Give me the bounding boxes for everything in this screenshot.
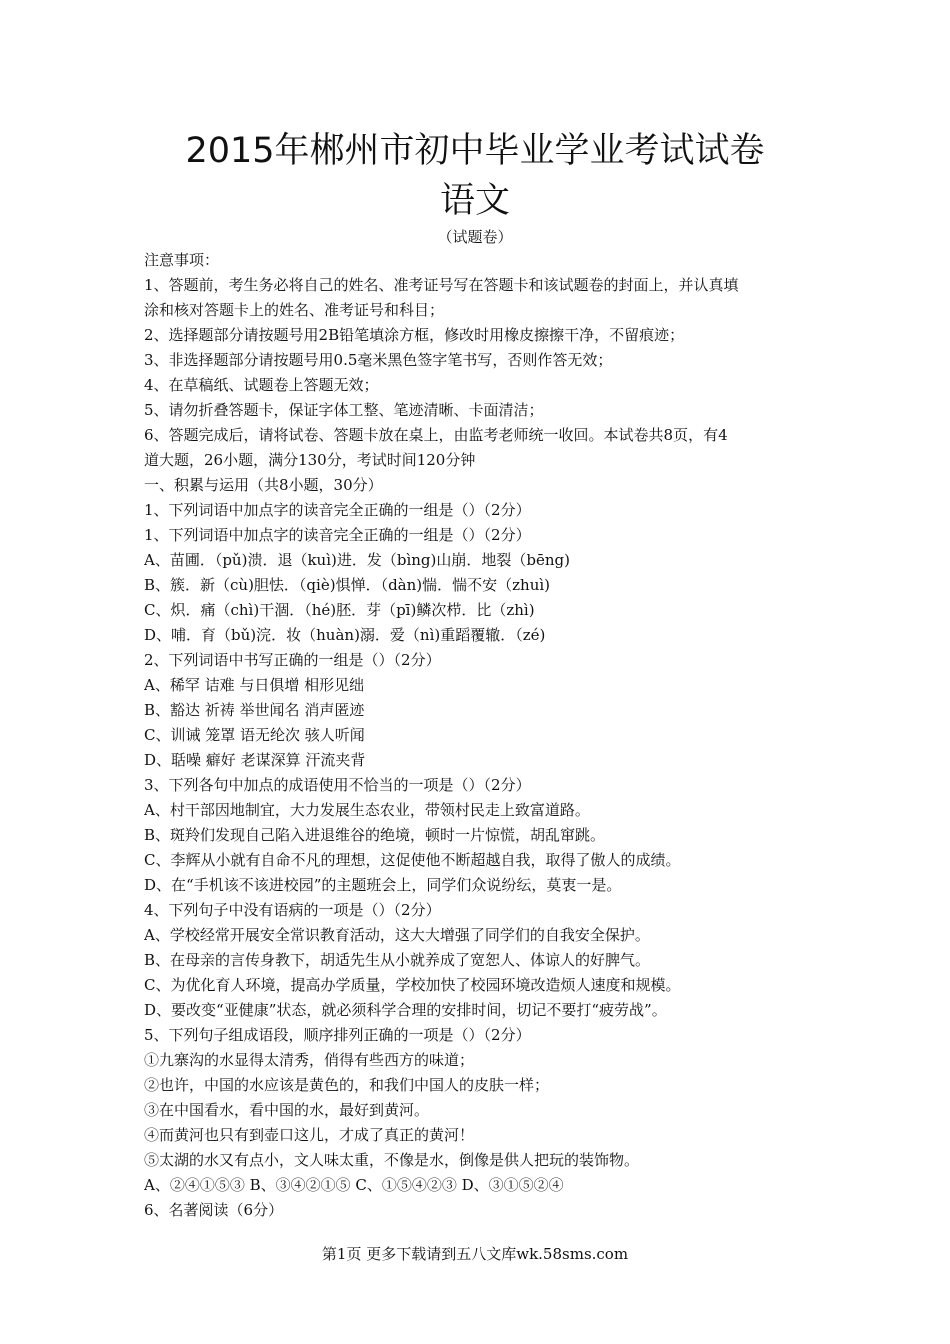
text-line: B、簇．新（cù)胆怯．（qiè)惧惮．（dàn)惴．惴不安（zhuì) — [144, 576, 550, 594]
text-line: C、炽．痛（chì)干涸．（hé)胚．芽（pī)鳞次栉．比（zhì) — [144, 601, 535, 619]
text-line: D、在“手机该不该进校园”的主题班会上，同学们众说纷纭，莫衷一是。 — [144, 876, 622, 894]
text-line: ④而黄河也只有到壶口这儿，才成了真正的黄河！ — [144, 1126, 475, 1144]
text-line: ⑤太湖的水又有点小，文人味太重，不像是水，倒像是供人把玩的装饰物。 — [144, 1151, 640, 1169]
text-line: 2、下列词语中书写正确的一组是（）（2分） — [144, 651, 441, 669]
text-line: 3、下列各句中加点的成语使用不恰当的一项是（）（2分） — [144, 776, 531, 794]
text-line: C、为优化育人环境，提高办学质量，学校加快了校园环境改造烦人速度和规模。 — [144, 976, 681, 994]
text-line: C、李辉从小就有自命不凡的理想，这促使他不断超越自我，取得了傲人的成绩。 — [144, 851, 681, 869]
text-line: A、村干部因地制宜，大力发展生态农业，带领村民走上致富道路。 — [144, 801, 590, 819]
page-footer: 第1页 更多下载请到五八文库wk.58sms.com — [321, 1245, 629, 1263]
text-line: ③在中国看水，看中国的水，最好到黄河。 — [144, 1101, 430, 1119]
text-line: 1、答题前，考生务必将自己的姓名、准考证号写在答题卡和该试题卷的封面上，并认真填 — [144, 276, 739, 294]
text-line: ②也许，中国的水应该是黄色的，和我们中国人的皮肤一样； — [144, 1076, 550, 1094]
text-line: 一、积累与运用（共8小题，30分） — [144, 476, 383, 494]
text-line: D、要改变“亚健康”状态，就必须科学合理的安排时间，切记不要打“疲劳战”。 — [144, 1001, 667, 1019]
document-body — [144, 248, 814, 1223]
document-subtitle: （试题卷） — [437, 228, 513, 246]
text-line: 5、下列句子组成语段，顺序排列正确的一项是（）（2分） — [144, 1026, 531, 1044]
text-line: 1、下列词语中加点字的读音完全正确的一组是（）（2分） — [144, 501, 531, 519]
text-line: 涂和核对答题卡上的姓名、准考证号和科目； — [144, 301, 445, 319]
text-line: 1、下列词语中加点字的读音完全正确的一组是（）（2分） — [144, 526, 531, 544]
text-line: 注意事项： — [144, 251, 220, 269]
subject-title: 语文 — [439, 181, 510, 221]
text-line: A、②④①⑤③ B、③④②①⑤ C、①⑤④②③ D、③①⑤②④ — [144, 1176, 564, 1194]
text-line: A、苗圃．（pǔ)溃．退（kuì)进．发（bìng)山崩．地裂（bēng) — [144, 551, 570, 569]
text-line: B、豁达 祈祷 举世闻名 消声匿迹 — [144, 701, 365, 719]
text-line: 道大题，26小题，满分130分，考试时间120分钟 — [144, 451, 476, 469]
text-line: 2、选择题部分请按题号用2B铅笔填涂方框，修改时用橡皮擦擦干净，不留痕迹； — [144, 326, 685, 344]
text-line: D、哺．育（bǔ)浣．妆（huàn)溺．爱（nì)重蹈覆辙．（zé) — [144, 626, 546, 644]
text-line: ①九寨沟的水显得太清秀，俏得有些西方的味道； — [144, 1051, 475, 1069]
text-line: 4、下列句子中没有语病的一项是（）（2分） — [144, 901, 441, 919]
text-line: B、斑羚们发现自己陷入进退维谷的绝境，顿时一片惊慌，胡乱窜跳。 — [144, 826, 606, 844]
text-line: 6、答题完成后，请将试卷、答题卡放在桌上，由监考老师统一收回。本试卷共8页，有4 — [144, 426, 728, 444]
text-line: A、学校经常开展安全常识教育活动，这大大增强了同学们的自我安全保护。 — [144, 926, 650, 944]
text-line: 5、请勿折叠答题卡，保证字体工整、笔迹清晰、卡面清洁； — [144, 401, 544, 419]
text-line: B、在母亲的言传身教下，胡适先生从小就养成了宽恕人、体谅人的好脾气。 — [144, 951, 651, 969]
document-title: 2015年郴州市初中毕业学业考试试卷 — [185, 131, 765, 171]
text-line: D、聒噪 癖好 老谋深算 汗流夹背 — [144, 751, 366, 769]
text-line: 6、名著阅读（6分） — [144, 1201, 284, 1219]
text-line: C、训诫 笼罩 语无纶次 骇人听闻 — [144, 726, 365, 744]
text-line: 3、非选择题部分请按题号用0.5毫米黑色签字笔书写，否则作答无效； — [144, 351, 613, 369]
text-line: A、稀罕 诘难 与日俱增 相形见绌 — [144, 676, 365, 694]
text-line: 4、在草稿纸、试题卷上答题无效； — [144, 376, 379, 394]
